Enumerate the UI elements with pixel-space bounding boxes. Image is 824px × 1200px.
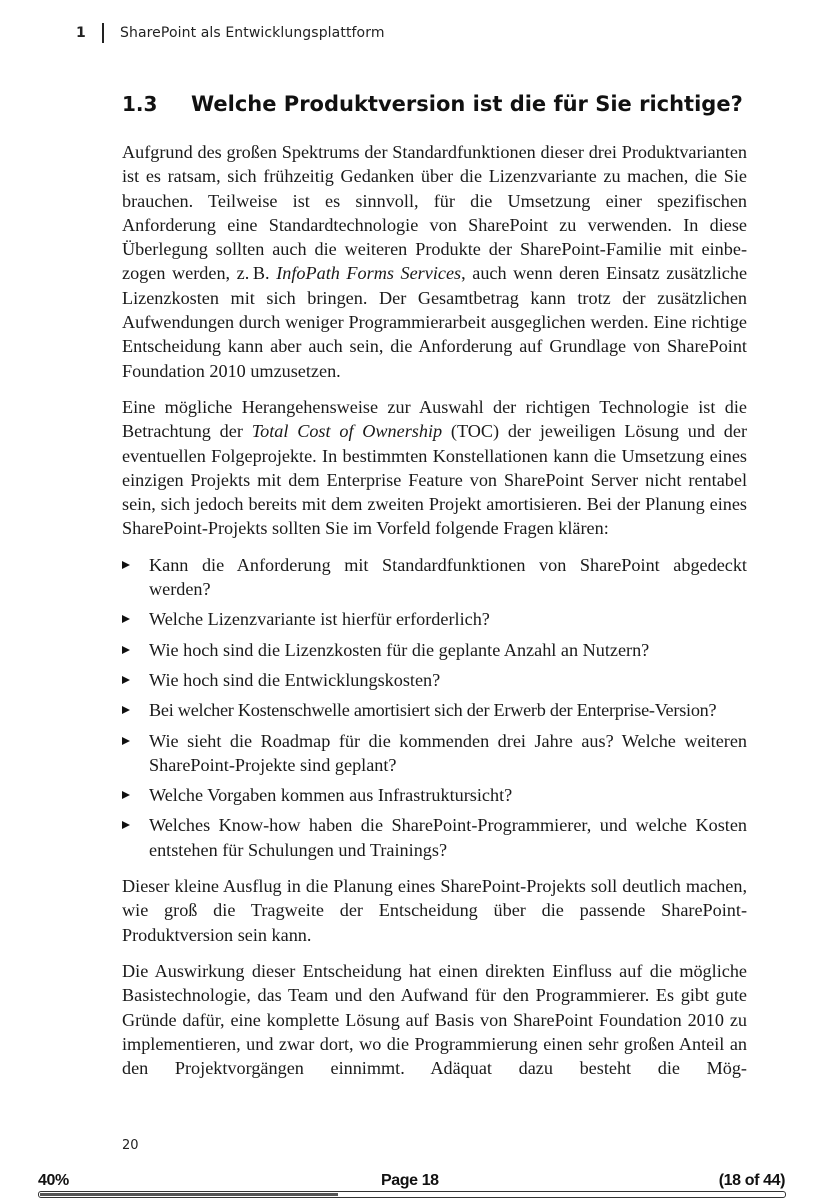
paragraph-1-text-a: Aufgrund des großen Spektrums der Standardfunktionen dieser drei Produktvarianten ist es ratsam, sich frühzeitig Gedanken über die Lizenzvariante zu machen, die Sie brauchen. Teilweise ist es sinnvoll, für die Umsetzung einer spezifischen Anforderung eine Standardtechnologie von SharePoint zu verwenden. In diese Überlegung sollten auch die weiteren Produkte der SharePoint-Familie mit einbezogen werden, z. B. (122, 142, 747, 284)
triangle-bullet-icon (122, 821, 130, 829)
list-item-text: Welches Know-how haben die SharePoint-Programmierer, und welche Kosten entstehen für Schulungen und Trainings? (149, 815, 747, 860)
list-item (122, 553, 747, 602)
list-item (122, 668, 747, 692)
triangle-bullet-icon (122, 646, 130, 654)
paragraph-2 (122, 395, 747, 541)
paragraph-1-text-b: , auch wenn deren Einsatz zusätzliche Lizenzkosten mit sich bringen. Der Gesamtbetrag kann trotz der zusätzlichen Aufwendungen durch weniger Programmierarbeit ausgeglichen werden. Eine richtige Entscheidung kann aber auch sein, die Anforderung auf Grundlage von SharePoint Foundation 2010 umzusetzen. (122, 263, 748, 381)
list-item (122, 813, 747, 862)
chapter-title: SharePoint als Entwicklungsplattform (120, 25, 385, 41)
reading-progress-bar[interactable] (38, 1191, 786, 1198)
list-item-text: Wie hoch sind die Entwicklungskosten? (149, 669, 441, 690)
list-item-text: Wie sieht die Roadmap für die kommenden drei Jahre aus? Welche weiteren SharePoint-Projekte sind geplant? (149, 730, 747, 775)
list-item-text: Wie hoch sind die Lizenzkosten für die geplante Anzahl an Nutzern? (149, 639, 650, 660)
list-item (122, 607, 747, 631)
triangle-bullet-icon (122, 706, 130, 714)
section-number: 1.3 (122, 92, 158, 116)
section-heading (122, 92, 762, 116)
paragraph-2-text-b: (TOC) der jeweiligen Lösung und der eventuellen Folgeprojekte. In bestimmten Konstellationen kann die Umsetzung eines einzigen Projekts mit dem Enterprise Feature von SharePoint Server nicht rentabel sein, sich jedoch bereits mit dem zweiten Projekt amortisieren. Bei der Planung eines SharePoint-Projekts sollten Sie im Vorfeld folgende Fragen klären: (122, 421, 748, 539)
triangle-bullet-icon (122, 791, 130, 799)
header-separator (102, 23, 104, 43)
chapter-number: 1 (76, 25, 86, 41)
product-name-emphasis: InfoPath Forms Services (276, 263, 462, 284)
term-emphasis: Total Cost of Ownership (251, 421, 443, 442)
triangle-bullet-icon (122, 615, 130, 623)
list-item (122, 698, 747, 722)
question-list (122, 553, 747, 862)
page-body (122, 140, 747, 1092)
page-number: 20 (122, 1138, 139, 1153)
paragraph-4: Die Auswirkung dieser Entscheidung hat einen direkten Einfluss auf die mögliche Basistechnologie, das Team und den Aufwand für den Programmierer. Es gibt gute Gründe dafür, eine komplette Lösung auf Basis von SharePoint Foundation 2010 zu implementieren, und zwar dort, wo die Programmierung einen sehr großen Anteil an den Projektvorgängen einnimmt. Adäquat dazu besteht die Mög- (122, 960, 747, 1079)
running-header (76, 22, 385, 44)
list-item-text: Welche Vorgaben kommen aus Infrastruktursicht? (149, 785, 513, 806)
paragraph-1 (122, 140, 747, 383)
current-page-label: Page 18 (381, 1172, 439, 1189)
list-item-text: Welche Lizenzvariante ist hierfür erforderlich? (149, 609, 490, 630)
list-item-text: Bei welcher Kostenschwelle amortisiert sich der Erwerb der Enterprise-Version? (149, 700, 717, 721)
reading-progress-percent: 40% (38, 1172, 69, 1189)
page-count-label: (18 of 44) (718, 1172, 785, 1189)
list-item-text: Kann die Anforderung mit Standardfunktionen von SharePoint abgedeckt werden? (149, 554, 747, 600)
triangle-bullet-icon (122, 737, 130, 745)
triangle-bullet-icon (122, 676, 130, 684)
triangle-bullet-icon (122, 561, 130, 569)
reader-status-bar (38, 1171, 786, 1200)
reading-progress-fill (40, 1193, 338, 1196)
list-item (122, 638, 747, 662)
list-item (122, 729, 747, 778)
paragraph-3: Dieser kleine Ausflug in die Planung eines SharePoint-Projekts soll deutlich machen, wie groß die Tragweite der Entscheidung über die passende SharePoint-Produktversion sein kann. (122, 876, 747, 945)
section-title: Welche Produktversion ist die für Sie richtige? (191, 92, 743, 116)
list-item (122, 783, 747, 807)
paragraph-2-text-a: Eine mögliche Herangehensweise zur Auswahl der richtigen Technologie ist die Betrachtung der (122, 396, 747, 442)
